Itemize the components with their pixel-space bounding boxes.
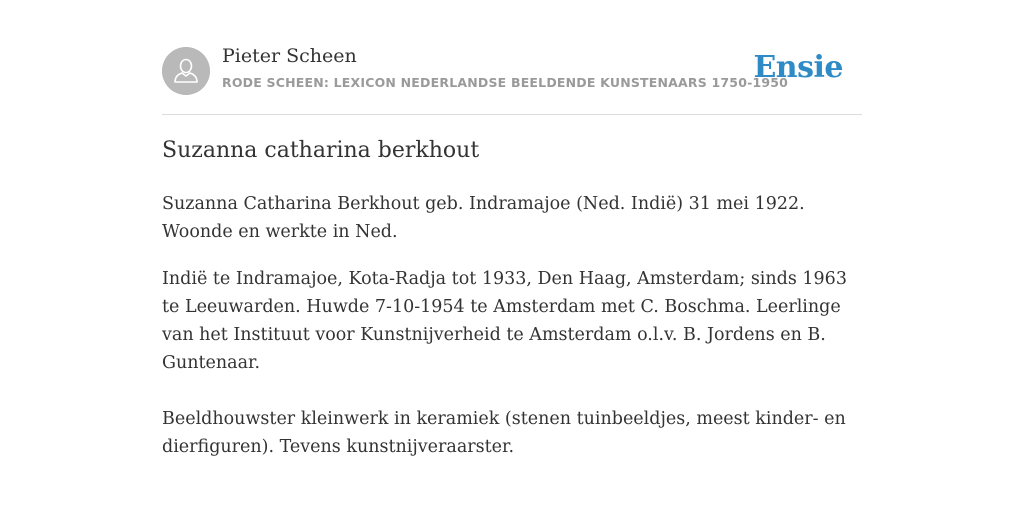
article-paragraph: Indië te Indramajoe, Kota-Radja tot 1933, Den Haag, Amsterdam; sinds 1963 te Leeuwarden. Huwde 7-10-1954 te Amsterdam met C. Boschma. Leerlinge van het Instituut voor Kunstnijverheid te Amsterdam o.l.v. B. Jordens en B. Guntenaar. xyxy=(162,269,847,373)
article-header xyxy=(162,40,862,115)
article-paragraph: Beeldhouwster kleinwerk in keramiek (stenen tuinbeeldjes, meest kinder- en dierfiguren). Tevens kunstnijveraarster. xyxy=(162,409,846,457)
article-body xyxy=(162,190,862,480)
avatar[interactable] xyxy=(162,47,210,95)
author-name[interactable]: Pieter Scheen xyxy=(222,45,357,67)
source-name[interactable]: RODE SCHEEN: LEXICON NEDERLANDSE BEELDENDE KUNSTENAARS 1750-1950 xyxy=(222,75,789,90)
user-icon xyxy=(162,47,210,95)
article-paragraph: Suzanna Catharina Berkhout geb. Indramajoe (Ned. Indië) 31 mei 1922. Woonde en werkte in Ned. xyxy=(162,194,805,242)
article-title: Suzanna catharina berkhout xyxy=(162,138,480,163)
ensie-logo[interactable]: Ensie xyxy=(753,50,843,85)
